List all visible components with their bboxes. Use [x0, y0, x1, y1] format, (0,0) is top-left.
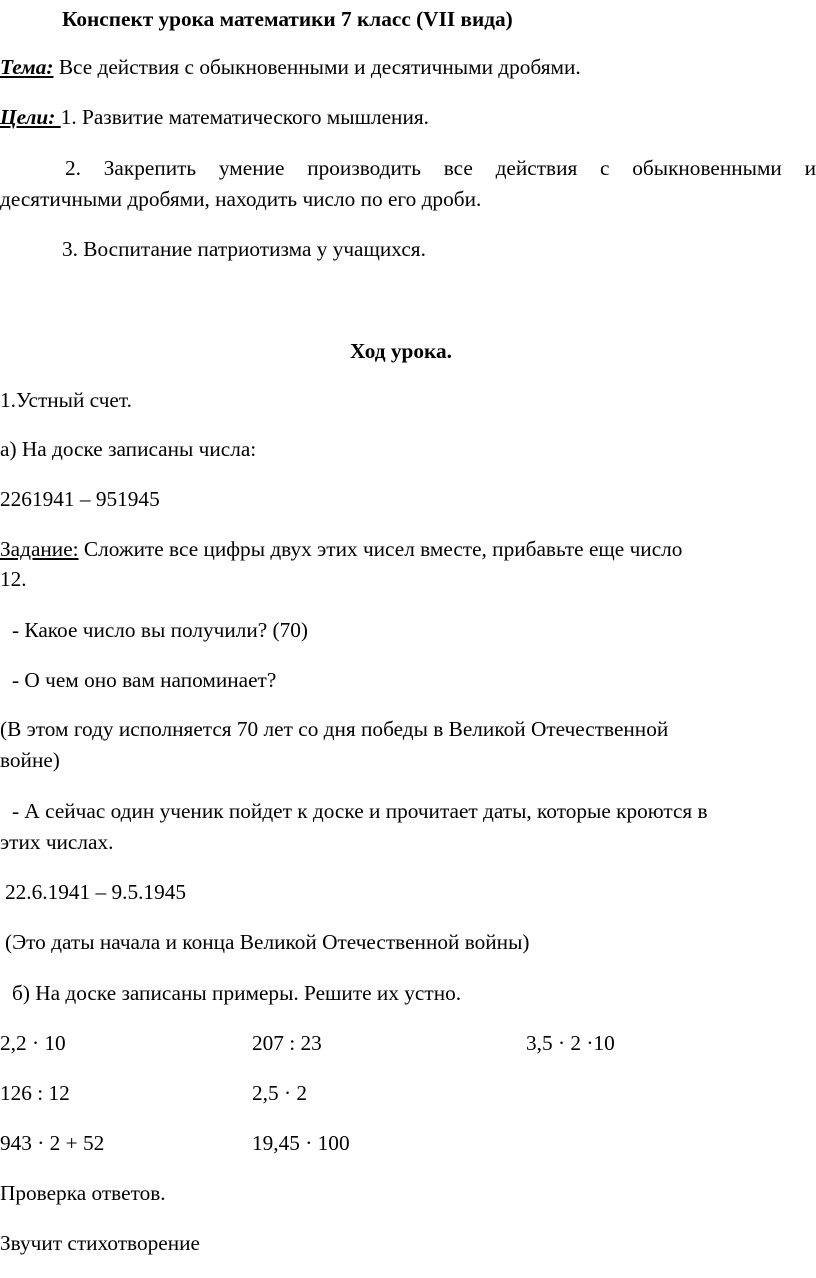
task-text: Сложите все цифры двух этих чисел вместе, прибавьте еще число: [78, 537, 683, 561]
question-2: - О чем оно вам напоминает?: [12, 668, 277, 692]
question-3-line1: - А сейчас один ученик пойдет к доске и прочитает даты, которые кроются в: [12, 799, 708, 823]
example-r1c3: 3,5 · 2 ·10: [526, 1031, 615, 1055]
goals-line: [0, 104, 429, 130]
dates: 22.6.1941 – 9.5.1945: [5, 880, 187, 904]
goal-1: 1. Развитие математического мышления.: [60, 105, 429, 129]
topic-text: Все действия с обыкновенными и десятичными дробями.: [53, 55, 581, 79]
topic-line: [0, 54, 581, 80]
check-answers: Проверка ответов.: [0, 1181, 166, 1205]
goal-2-line2: десятичными дробями, находить число по его дроби.: [0, 187, 482, 211]
goal-3: 3. Воспитание патриотизма у учащихся.: [62, 237, 426, 261]
example-r2c2: 2,5 · 2: [252, 1081, 308, 1105]
dates-note: (Это даты начала и конца Великой Отечественной войны): [5, 930, 530, 954]
lesson-heading: Ход урока.: [350, 339, 452, 363]
example-r3c2: 19,45 · 100: [252, 1131, 350, 1155]
answer-line2: войне): [0, 748, 60, 772]
goals-label: Цели:: [0, 105, 61, 129]
question-1: - Какое число вы получили? (70): [12, 618, 309, 642]
goal-2-line1: 2. Закрепить умение производить все действия с обыкновенными и: [65, 156, 816, 180]
section-1: 1.Устный счет.: [0, 388, 132, 412]
part-a: а) На доске записаны числа:: [0, 437, 257, 461]
part-b: б) На доске записаны примеры. Решите их устно.: [12, 981, 462, 1005]
numbers-on-board: 2261941 – 951945: [0, 487, 160, 511]
example-r1c2: 207 : 23: [252, 1031, 322, 1055]
answer-line1: (В этом году исполняется 70 лет со дня победы в Великой Отечественной: [0, 717, 669, 741]
document-title: Конспект урока математики 7 класс (VII вида): [62, 7, 513, 31]
poem-line: Звучит стихотворение: [0, 1231, 200, 1255]
task-line1: [0, 536, 682, 562]
example-r1c1: 2,2 · 10: [0, 1031, 66, 1055]
task-line2: 12.: [0, 567, 27, 591]
topic-label: Тема:: [0, 55, 54, 79]
example-r2c1: 126 : 12: [0, 1081, 70, 1105]
task-label: Задание:: [0, 537, 79, 561]
question-3-line2: этих числах.: [0, 830, 114, 854]
example-r3c1: 943 · 2 + 52: [0, 1131, 105, 1155]
